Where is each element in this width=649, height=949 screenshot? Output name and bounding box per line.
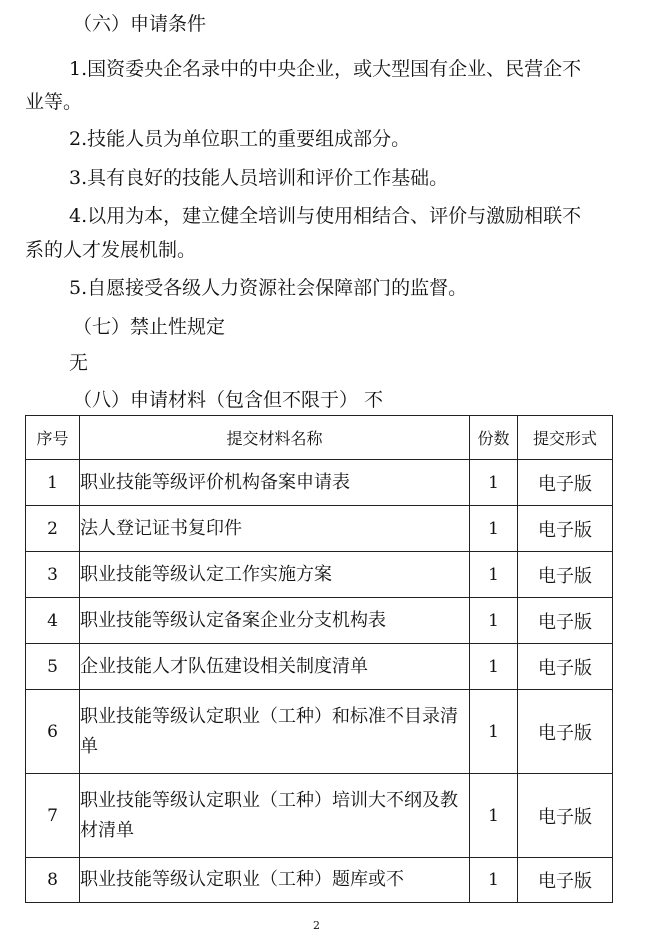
row-name: 职业技能等级评价机构备案申请表	[80, 460, 470, 506]
row-no: 2	[26, 506, 80, 552]
header-count: 份数	[470, 416, 518, 460]
header-name: 提交材料名称	[80, 416, 470, 460]
condition-4-line-2: 系的人才发展机制。	[25, 239, 197, 261]
row-no: 3	[26, 552, 80, 598]
condition-5: 5.自愿接受各级人力资源社会保障部门的监督。	[69, 277, 468, 299]
row-no: 6	[26, 690, 80, 774]
condition-1-line-2: 业等。	[25, 91, 83, 113]
condition-3: 3.具有良好的技能人员培训和评价工作基础。	[69, 167, 449, 189]
table-row	[26, 506, 613, 552]
row-count: 1	[470, 460, 518, 506]
header-no: 序号	[26, 416, 80, 460]
row-count: 1	[470, 644, 518, 690]
row-count: 1	[470, 690, 518, 774]
page-number: 2	[313, 919, 320, 932]
condition-4-line-1: 4.以用为本，建立健全培训与使用相结合、评价与激励相联不	[69, 205, 582, 227]
condition-2: 2.技能人员为单位职工的重要组成部分。	[69, 128, 411, 150]
prohibited-text: 无	[69, 352, 89, 374]
section-heading-prohibited: （七）禁止性规定	[73, 316, 226, 338]
row-no: 7	[26, 774, 80, 858]
section-heading-conditions: （六）申请条件	[73, 13, 207, 35]
row-name: 法人登记证书复印件	[80, 506, 470, 552]
row-no: 4	[26, 598, 80, 644]
row-no: 1	[26, 460, 80, 506]
header-format: 提交形式	[518, 416, 613, 460]
row-count: 1	[470, 598, 518, 644]
row-name: 企业技能人才队伍建设相关制度清单	[80, 644, 470, 690]
row-name: 职业技能等级认定职业（工种）和标准不目录清单	[80, 690, 470, 774]
row-format: 电子版	[518, 506, 613, 552]
row-format: 电子版	[518, 460, 613, 506]
row-no: 5	[26, 644, 80, 690]
row-count: 1	[470, 774, 518, 858]
row-format: 电子版	[518, 858, 613, 903]
row-format: 电子版	[518, 644, 613, 690]
table-row	[26, 774, 613, 858]
row-name: 职业技能等级认定工作实施方案	[80, 552, 470, 598]
row-format: 电子版	[518, 552, 613, 598]
table-row	[26, 598, 613, 644]
condition-1-line-1: 1.国资委央企名录中的中央企业，或大型国有企业、民营企不	[69, 58, 582, 80]
table-row	[26, 644, 613, 690]
row-format: 电子版	[518, 598, 613, 644]
materials-table	[25, 415, 613, 903]
section-heading-materials: （八）申请材料（包含但不限于） 不	[73, 389, 384, 411]
row-name: 职业技能等级认定职业（工种）题库或不	[80, 858, 470, 903]
table-row	[26, 460, 613, 506]
table-row	[26, 552, 613, 598]
table-row	[26, 858, 613, 903]
row-count: 1	[470, 858, 518, 903]
row-format: 电子版	[518, 774, 613, 858]
table-row	[26, 690, 613, 774]
row-format: 电子版	[518, 690, 613, 774]
row-name: 职业技能等级认定职业（工种）培训大不纲及教材清单	[80, 774, 470, 858]
row-count: 1	[470, 552, 518, 598]
row-no: 8	[26, 858, 80, 903]
row-count: 1	[470, 506, 518, 552]
row-name: 职业技能等级认定备案企业分支机构表	[80, 598, 470, 644]
table-header-row	[26, 416, 613, 460]
